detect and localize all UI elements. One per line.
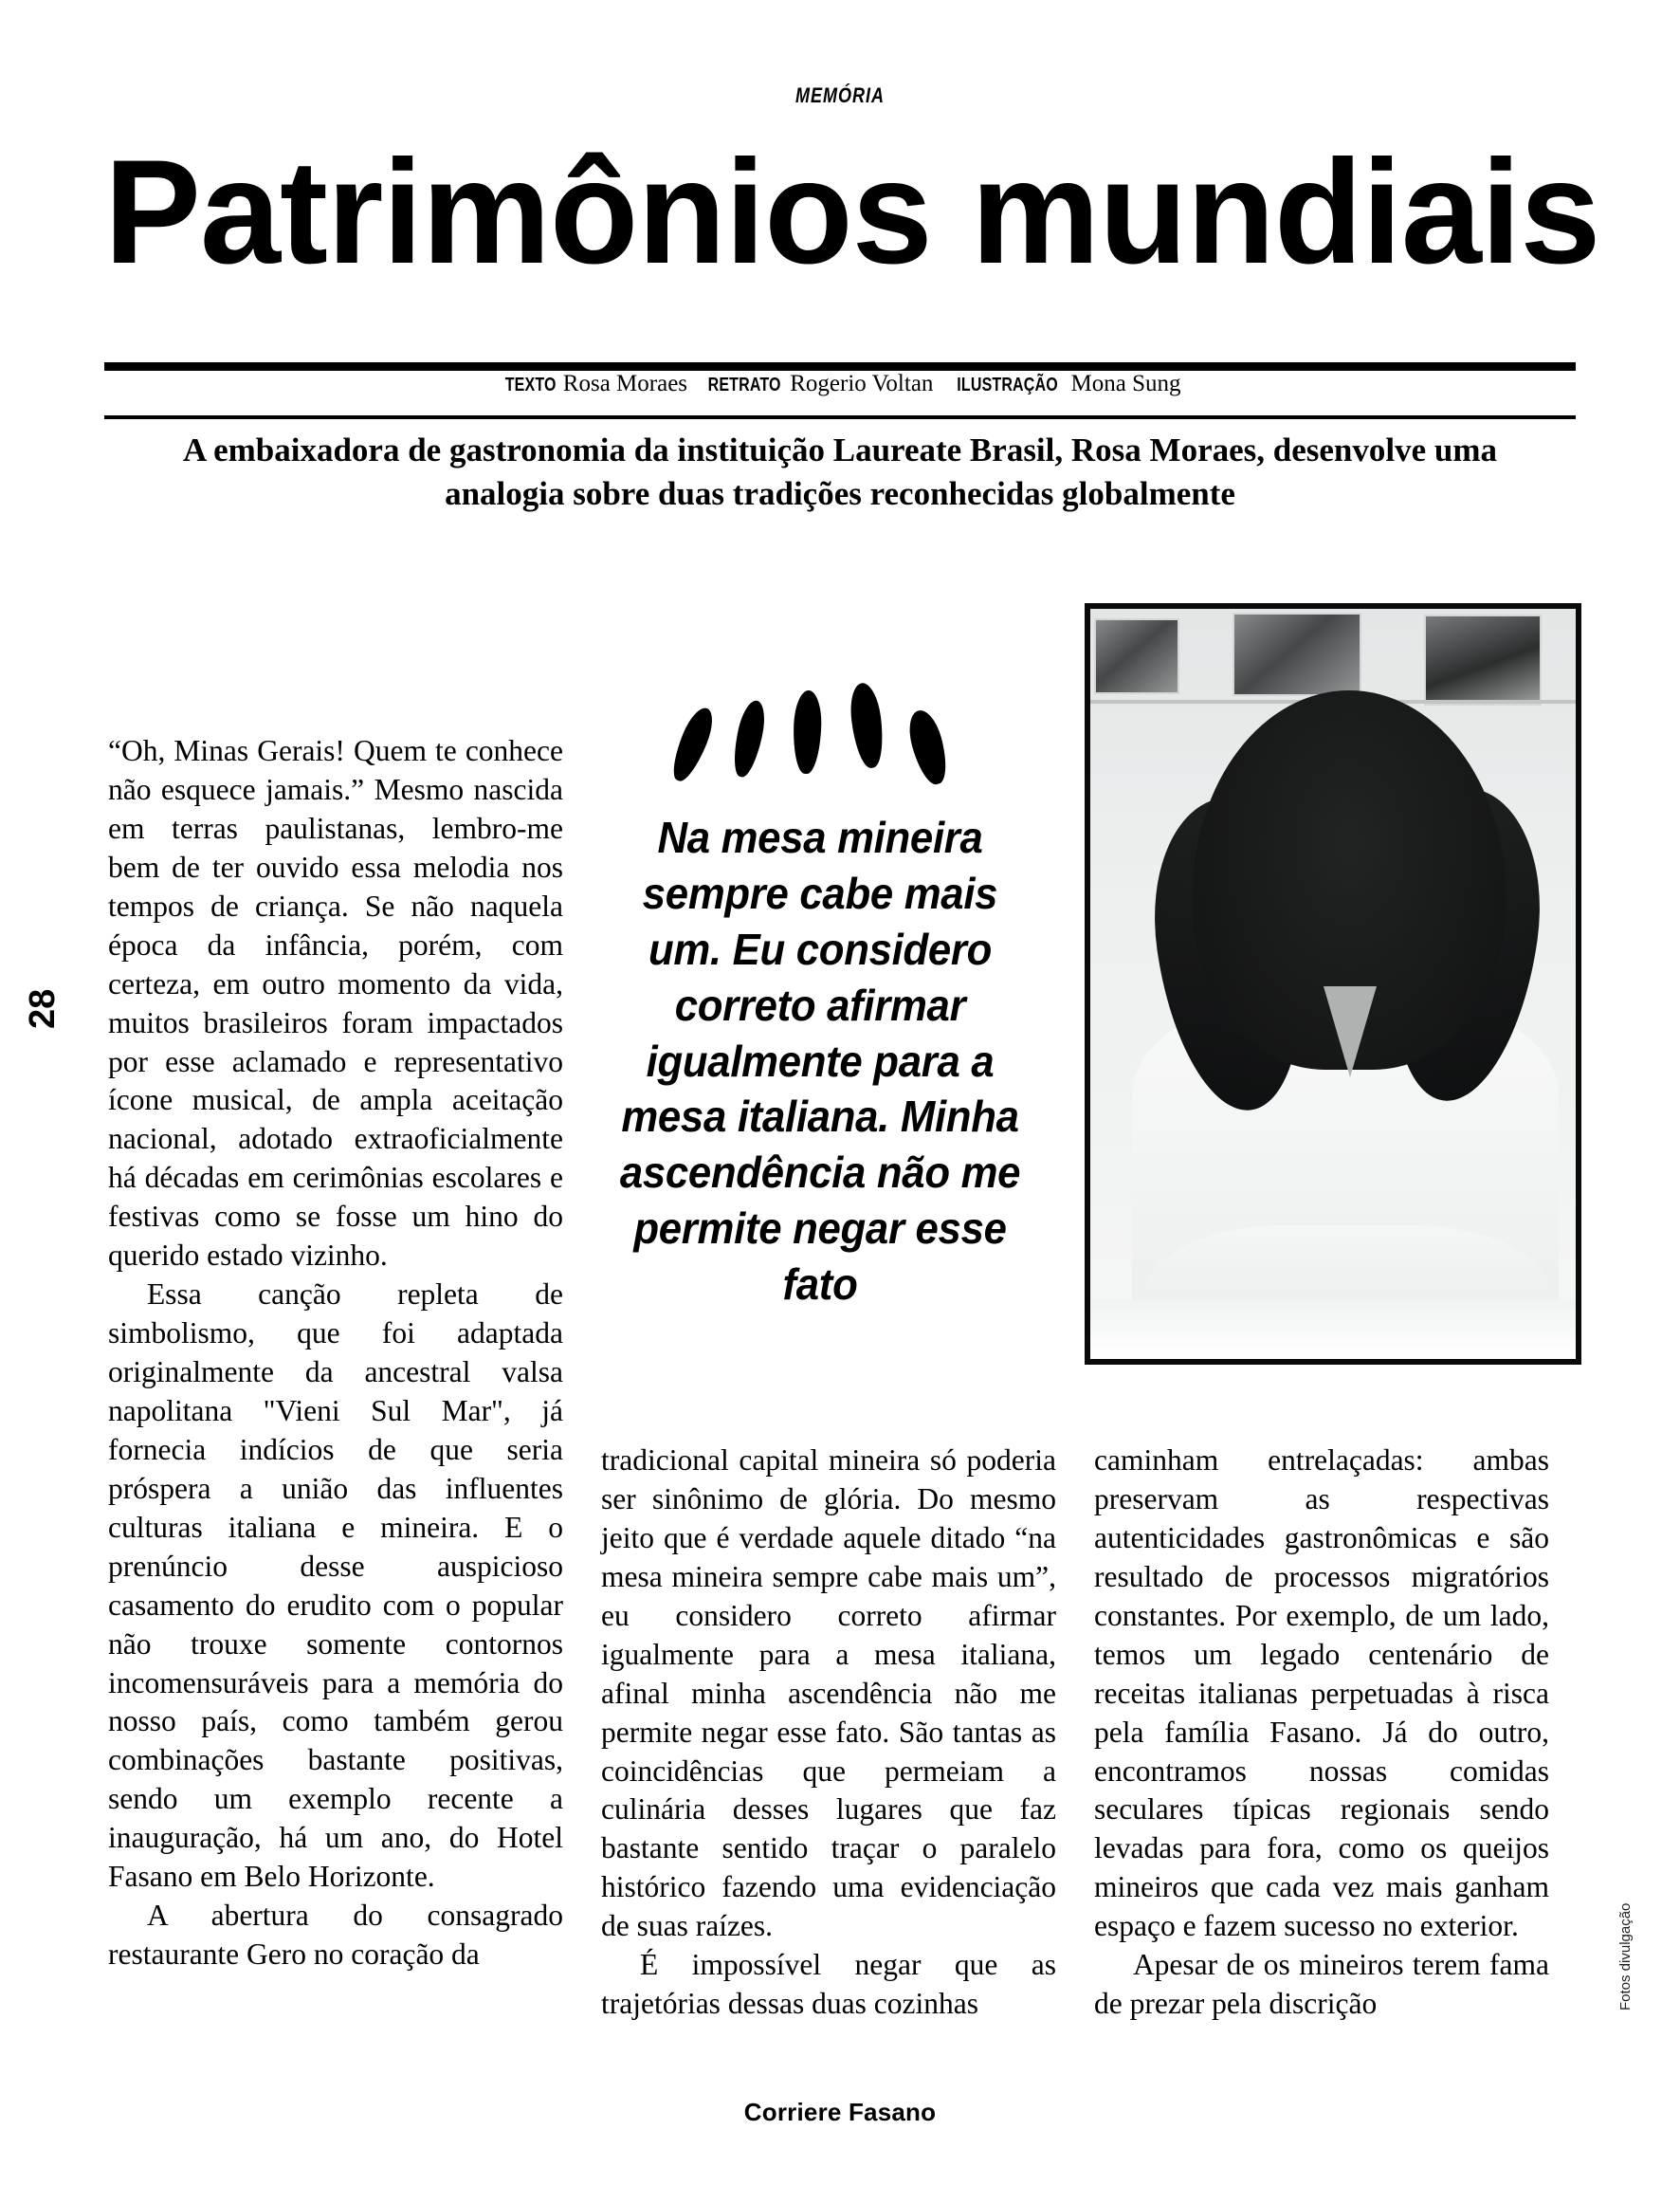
page-number: 28 <box>23 988 63 1029</box>
credit-texto <box>499 372 687 395</box>
credit-ilustracao-label: ILUSTRAÇÃO <box>957 375 1059 395</box>
credit-retrato-name: Rogerio Voltan <box>790 371 934 396</box>
credit-retrato <box>699 372 933 395</box>
paragraph: É impossível negar que as trajetórias dessas duas cozinhas <box>601 1948 1056 2021</box>
paragraph: Apesar de os mineiros terem fama de prezar pela discrição <box>1094 1948 1549 2021</box>
portrait-photo <box>1085 603 1581 1365</box>
credit-texto-name: Rosa Moraes <box>562 371 688 396</box>
paragraph: A abertura do consagrado restaurante Gero no coração da <box>108 1899 563 1972</box>
credit-texto-label: TEXTO <box>505 375 557 395</box>
paragraph: Essa canção repleta de simbolismo, que foi adaptada originalmente da ancestral valsa napolitana "Vieni Sul Mar", já fornecia indícios de que seria próspera a união das influentes culturas italiana e mineira. E o prenúncio desse auspicioso casamento do erudito com o popular não trouxe somente contornos incomensuráveis para a memória do nosso país, como também gerou combinações bastante positivas, sendo um exemplo recente a inauguração, há um ano, do Hotel Fasano em Belo Horizonte. <box>108 1277 563 1894</box>
body-column-2 <box>601 1441 1056 2024</box>
pull-quote-text: Na mesa mineira sempre cabe mais um. Eu considero correto afirmar igualmente para a mesa italiana. Minha ascendência não me permite negar esse fato <box>619 813 1021 1309</box>
body-column-3 <box>1094 1441 1549 2024</box>
article-deck: A embaixadora de gastronomia da instituição Laureate Brasil, Rosa Moraes, desenvolve uma analogia sobre duas tradições reconhecidas globalmente <box>182 431 1498 513</box>
paragraph: caminham entrelaçadas: ambas preservam as respectivas autenticidades gastronômicas e são resultado de processos migratórios constantes. Por exemplo, de um lado, temos um legado centenário de receitas italianas perpetuadas à risca pela família Fasano. Já do outro, encontramos nossas comidas seculares típicas regionais sendo levadas para fora, como os queijos mineiros que cada vez mais ganham espaço e fazem sucesso no exterior. <box>1094 1443 1549 1943</box>
quote-ornament-icon <box>678 683 962 789</box>
pull-quote-block <box>597 683 1043 1313</box>
credit-ilustracao-name: Mona Sung <box>1070 371 1181 396</box>
paragraph: “Oh, Minas Gerais! Quem te conhece não esquece jamais.” Mesmo nascida em terras paulistanas, lembro-me bem de ter ouvido essa melodia nos tempos de criança. Se não naquela época da infância, porém, com certeza, em outro momento da vida, muitos brasileiros foram impactados por esse aclamado e representativo ícone musical, de ampla aceitação nacional, adotado extraoficialmente há décadas em cerimônias escolares e festivas como se fosse um hino do querido estado vizinho. <box>108 734 563 1273</box>
footer-masthead: Corriere Fasano <box>743 2098 937 2126</box>
credits-line <box>0 372 1680 395</box>
page-title: Patrimônios mundiais <box>104 130 1600 295</box>
photo-credit: Fotos divulgação <box>1617 1902 1634 2011</box>
body-columns-bottom <box>108 1441 1583 2048</box>
rule-thick <box>104 362 1576 371</box>
section-kicker: MEMÓRIA <box>794 83 886 107</box>
photo-image <box>1090 609 1576 1359</box>
paragraph: tradicional capital mineira só poderia ser sinônimo de glória. Do mesmo jeito que é verdade aquele ditado “na mesa mineira sempre cabe mais um”, eu considero correto afirmar igualmente para a mesa italiana, afinal minha ascendência não me permite negar esse fato. São tantas as coincidências que permeiam a culinária desses lugares que faz bastante sentido traçar o paralelo histórico fazendo uma evidenciação de suas raízes. <box>601 1443 1056 1943</box>
credit-retrato-label: RETRATO <box>707 375 781 395</box>
credit-ilustracao <box>944 372 1180 395</box>
rule-thin <box>104 415 1576 419</box>
